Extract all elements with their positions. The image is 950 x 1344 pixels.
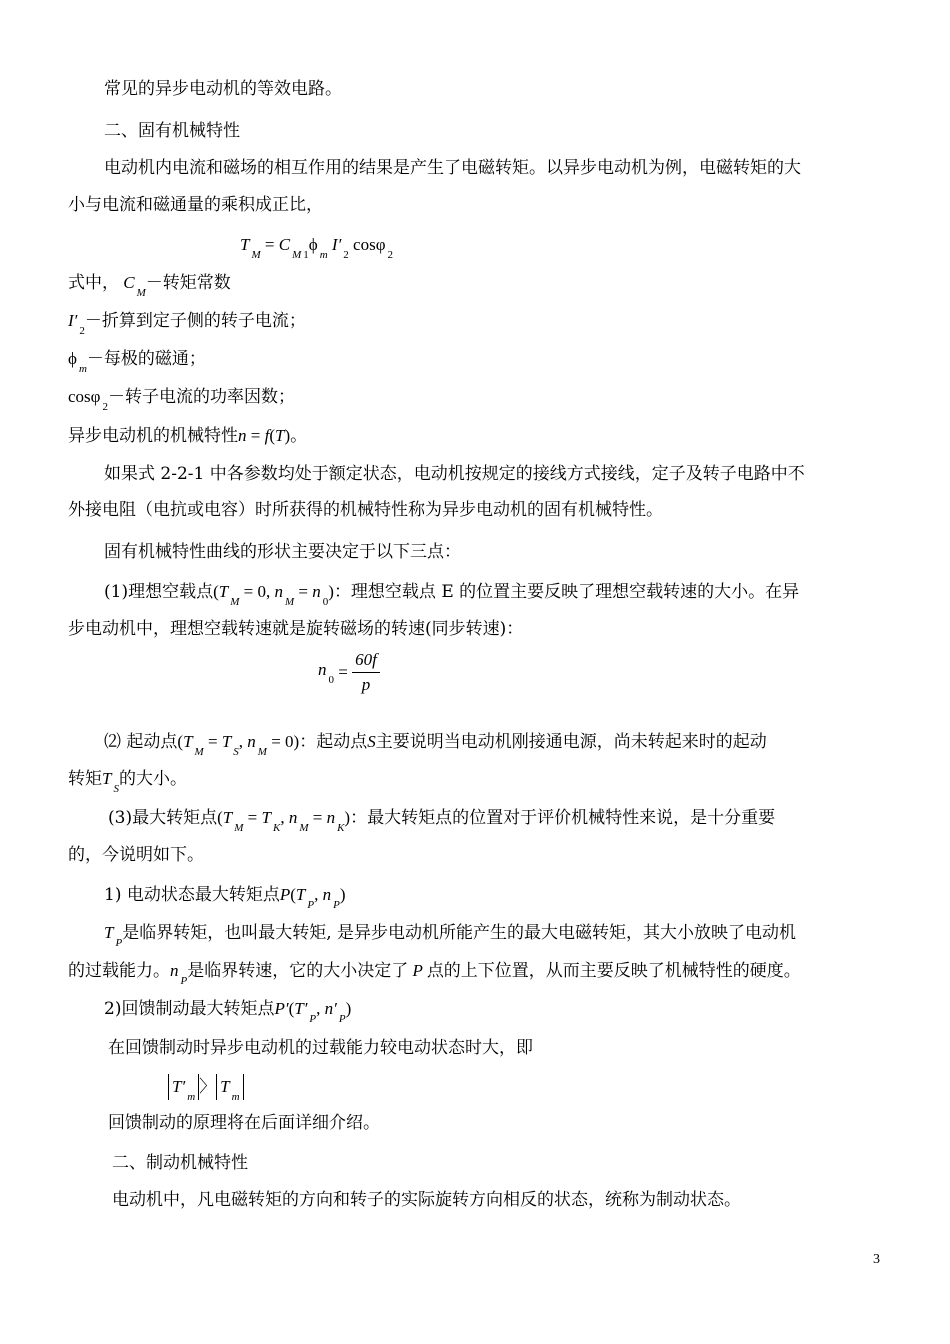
point-2-line: ⑵ 起动点($T_M = T_S$, $n_M = 0$)：起动点S主要说明当电动机刚接通电源，尚未转起来时的起动 <box>104 732 767 758</box>
definition-cos: cosφ$_2$－转子电流的功率因数； <box>68 387 295 413</box>
point-label: (1)理想空载点 <box>104 582 214 602</box>
subpoint-2-line: 2)回馈制动最大转矩点$P'(T'_P$, $n'_P$) <box>104 999 352 1025</box>
paragraph-line: 在回馈制动时异步电动机的过载能力较电动状态时大，即 <box>108 1038 533 1058</box>
paragraph-line: 步电动机中，理想空载转速就是旋转磁场的转速(同步转速)： <box>68 619 524 639</box>
text-prefix: 转矩 <box>68 769 102 789</box>
point-label: (3)最大转矩点 <box>108 808 218 828</box>
formula-numerator: 60f <box>352 650 380 673</box>
point-3-line: (3)最大转矩点($T_M = T_K$, $n_M = n_K$)：最大转矩点的位置对于评价机械特性来说，是十分重要 <box>108 808 776 834</box>
definition-text: －转子电流的功率因数； <box>107 387 295 407</box>
definition-text: －转矩常数 <box>145 273 231 293</box>
paragraph-line: 小与电流和磁通量的乘积成正比， <box>68 195 323 215</box>
synchronous-speed-formula: $n_0$ = $\frac{60f}{p}$ <box>318 650 380 695</box>
point-2-line-b: 转矩$T_S$的大小。 <box>68 769 187 795</box>
definition-prefix: 式中， <box>68 273 119 293</box>
paragraph-line: 如果式 2-2-1 中各参数均处于额定状态，电动机按规定的接线方式接线，定子及转子电路中不 <box>104 464 805 484</box>
subpoint-label: 1) 电动状态最大转矩点 <box>104 885 280 905</box>
paragraph-line: 的，今说明如下。 <box>68 845 204 865</box>
definition-i2: $I'_2-$折算到定子侧的转子电流； <box>68 311 306 337</box>
text-suffix: 的大小。 <box>118 769 187 789</box>
desc-text: 是临界转矩，也叫最大转矩, 是异步电动机所能产生的最大电磁转矩，其大小放映了电动机 <box>122 923 797 943</box>
text-prefix: 异步电动机的机械特性 <box>68 426 238 446</box>
point-text: ：理想空载点 E 的位置主要反映了理想空载转速的大小。在异 <box>333 582 800 602</box>
page-number: 3 <box>873 1252 880 1267</box>
paragraph-line: 回馈制动的原理将在后面详细介绍。 <box>108 1113 380 1133</box>
definition-text: －折算到定子侧的转子电流； <box>84 311 306 331</box>
desc-text: 点的上下位置，从而主要反映了机械特性的硬度。 <box>426 961 801 981</box>
point-1-line: (1)理想空载点($T_M = 0$, $n_M = n_0$)：理想空载点 E 的位置主要反映了理想空载转速的大小。在异 <box>104 582 800 608</box>
paragraph-line: 电动机中，凡电磁转矩的方向和转子的实际旋转方向相反的状态，统称为制动状态。 <box>112 1190 741 1210</box>
subpoint-label: 2)回馈制动最大转矩点 <box>104 999 275 1019</box>
subpoint-1-desc: $T_P$是临界转矩，也叫最大转矩, 是异步电动机所能产生的最大电磁转矩，其大小放映了电动机 <box>104 923 797 949</box>
desc-text: 是临界转速，它的大小决定了 <box>187 961 409 981</box>
point-text: 主要说明当电动机刚接通电源，尚未转起来时的起动 <box>375 732 767 752</box>
formula-denominator: p <box>361 675 371 694</box>
desc-text: 的过载能力。 <box>68 961 170 981</box>
text-line: 常见的异步电动机的等效电路。 <box>104 79 342 99</box>
paragraph-line: 外接电阻（电抗或电容）时所获得的机械特性称为异步电动机的固有机械特性。 <box>68 500 663 520</box>
paragraph-line: 电动机内电流和磁场的相互作用的结果是产生了电磁转矩。以异步电动机为例，电磁转矩的大 <box>104 158 801 178</box>
inequality-formula: $T'_m$〉 $T_m$ <box>168 1074 244 1100</box>
subpoint-1-line: 1) 电动状态最大转矩点$P(T_P$, $n_P$) <box>104 885 346 911</box>
section-heading: 二、制动机械特性 <box>112 1153 248 1173</box>
definition-phi: $\phi_m-$每极的磁通； <box>68 349 206 375</box>
text-suffix: 。 <box>290 426 308 446</box>
torque-formula: $T_M = C_M$ $_1\phi_m$ $I'_2$ cosφ$_2$ <box>240 235 394 261</box>
point-label: ⑵ 起动点 <box>104 732 178 752</box>
point-text: ：最大转矩点的位置对于评价机械特性来说，是十分重要 <box>350 808 776 828</box>
subpoint-1-desc-b: 的过载能力。$n_P$是临界转速，它的大小决定了 P 点的上下位置，从而主要反映了机械特性的硬度。 <box>68 961 801 987</box>
definition-cm: 式中， $C_M-$转矩常数 <box>68 273 231 299</box>
paragraph-line: 固有机械特性曲线的形状主要决定于以下三点： <box>104 542 461 562</box>
definition-text: －每极的磁通； <box>86 349 206 369</box>
mechanical-characteristic-line: 异步电动机的机械特性n = f(T)。 <box>68 426 308 446</box>
section-heading: 二、固有机械特性 <box>104 121 240 141</box>
point-text: ：起动点 <box>299 732 368 752</box>
